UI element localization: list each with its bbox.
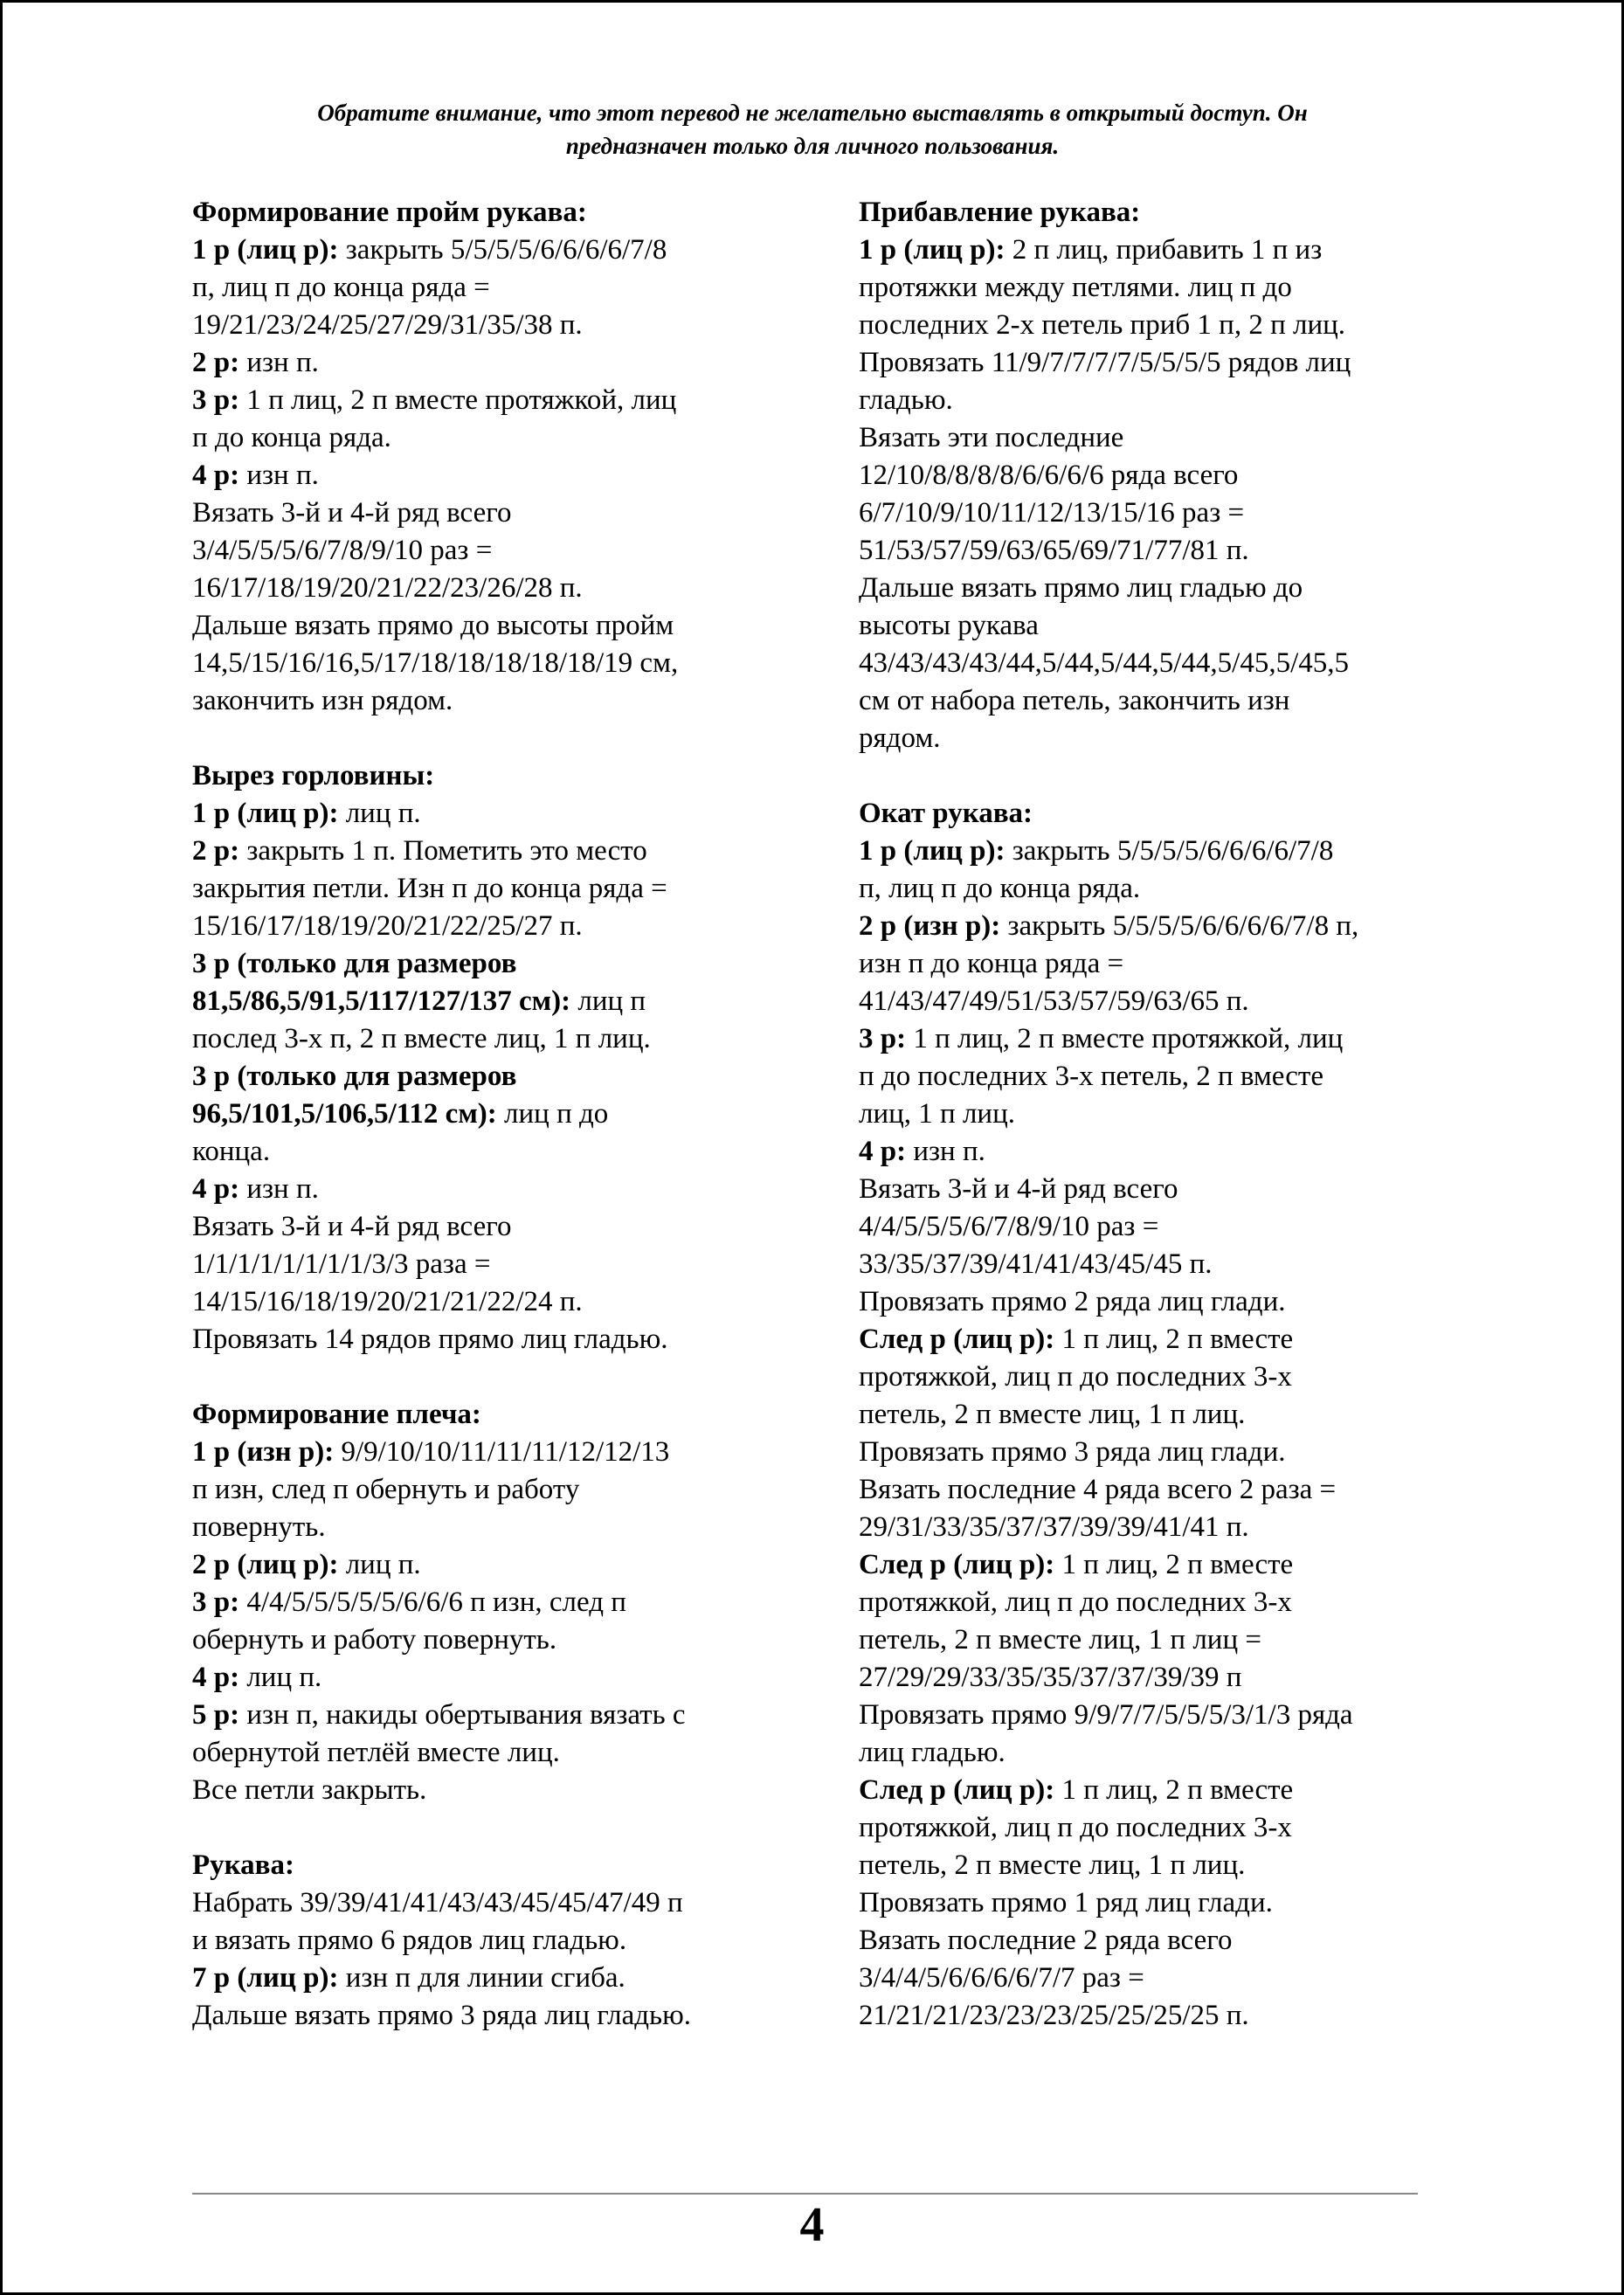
section-heading: Вырез горловины: [192, 760, 435, 791]
instruction-line [859, 1283, 1435, 1321]
instruction-line [192, 232, 769, 269]
row-text: Вязать 3-й и 4-й ряд всего [859, 1173, 1178, 1205]
instruction-line [192, 532, 769, 570]
instruction-line [859, 269, 1435, 307]
instruction-line [192, 269, 769, 307]
instruction-line [192, 607, 769, 645]
row-text: 9/9/10/10/11/11/11/12/12/13 [334, 1436, 670, 1468]
instruction-line [859, 833, 1435, 870]
row-text: повернуть. [192, 1511, 326, 1543]
row-text: конца. [192, 1136, 271, 1167]
instruction-line [859, 1434, 1435, 1471]
instruction-line [859, 494, 1435, 532]
instruction-line [859, 1809, 1435, 1847]
row-text: 41/43/47/49/51/53/57/59/63/65 п. [859, 985, 1249, 1017]
row-text: 33/35/37/39/41/41/43/45/45 п. [859, 1248, 1213, 1280]
instruction-line [859, 1471, 1435, 1509]
section-heading: Рукава: [192, 1849, 294, 1881]
row-text: 27/29/29/33/35/35/37/37/39/39 п [859, 1662, 1242, 1693]
instruction-line [192, 870, 769, 908]
row-text: 15/16/17/18/19/20/21/22/25/27 п. [192, 910, 583, 942]
instruction-line [192, 1434, 769, 1471]
notice-line: предназначен только для личного пользования. [565, 133, 1060, 159]
instruction-line [192, 1283, 769, 1321]
instruction-line [859, 1246, 1435, 1283]
row-text: лиц гладью. [859, 1737, 1005, 1768]
row-text: п, лиц п до конца ряда. [859, 873, 1141, 904]
instruction-line [859, 1396, 1435, 1434]
row-label: След р (лиц р): [859, 1324, 1055, 1355]
row-text: протяжкой, лиц п до последних 3-х [859, 1361, 1292, 1393]
instruction-line [192, 645, 769, 682]
instruction-line [192, 1734, 769, 1772]
instruction-line [859, 232, 1435, 269]
page-number: 4 [799, 2198, 825, 2252]
instruction-line [859, 645, 1435, 682]
instruction-line [192, 1020, 769, 1058]
row-text: Вязать 3-й и 4-й ряд всего [192, 1211, 512, 1242]
instruction-line [859, 1960, 1435, 1997]
instruction-line [192, 983, 769, 1020]
instruction-line [192, 1471, 769, 1509]
row-text: Вязать эти последние [859, 422, 1124, 453]
row-text: лиц п. [239, 1662, 322, 1693]
instruction-line [192, 457, 769, 494]
instruction-line [859, 1171, 1435, 1208]
row-text: 12/10/8/8/8/8/6/6/6/6 ряда всего [859, 460, 1239, 491]
instruction-line [859, 1509, 1435, 1546]
row-text: п до последних 3-х петель, 2 п вместе [859, 1061, 1323, 1092]
instruction-line [859, 1133, 1435, 1171]
instruction-line [192, 382, 769, 419]
instruction-line [859, 419, 1435, 457]
row-label: 3 р (только для размеров [192, 1061, 517, 1092]
row-text: и вязать прямо 6 рядов лиц гладью. [192, 1925, 627, 1956]
row-label: 4 р: [192, 1662, 240, 1693]
instruction-line [859, 344, 1435, 382]
row-text: 1 п лиц, 2 п вместе протяжкой, лиц [239, 384, 677, 416]
instruction-line [192, 1208, 769, 1246]
instruction-line [859, 1922, 1435, 1960]
row-text: 1 п лиц, 2 п вместе [1054, 1774, 1294, 1806]
instruction-line [859, 1847, 1435, 1884]
row-text: изн п. [239, 460, 319, 491]
row-text: Провязать прямо 2 ряда лиц глади. [859, 1286, 1286, 1317]
row-label: 3 р (только для размеров [192, 948, 517, 979]
copyright-notice [175, 96, 1450, 162]
row-text: петель, 2 п вместе лиц, 1 п лиц = [859, 1624, 1261, 1656]
row-label: 1 р (лиц р): [859, 234, 1005, 266]
row-label: След р (лиц р): [859, 1549, 1055, 1580]
row-text: рядом. [859, 722, 941, 754]
row-text: изн п для линии сгиба. [338, 1962, 625, 1994]
instruction-line [859, 1997, 1435, 2035]
row-text: гладью. [859, 384, 953, 416]
row-label: 81,5/86,5/91,5/117/127/137 см): [192, 985, 571, 1017]
row-text: Дальше вязать прямо до высоты пройм [192, 610, 674, 641]
instruction-line [192, 1697, 769, 1734]
instruction-line [192, 1621, 769, 1659]
row-text: 19/21/23/24/25/27/29/31/35/38 п. [192, 309, 583, 341]
row-text: обернутой петлёй вместе лиц. [192, 1737, 560, 1768]
instruction-line [859, 1697, 1435, 1734]
instruction-line [192, 1171, 769, 1208]
row-text: 43/43/43/43/44,5/44,5/44,5/44,5/45,5/45,5 [859, 647, 1350, 679]
instruction-line [192, 1058, 769, 1096]
row-text: изн п, накиды обертывания вязать с [239, 1699, 686, 1731]
instruction-line [859, 682, 1435, 720]
row-text: протяжкой, лиц п до последних 3-х [859, 1812, 1292, 1843]
row-text: п, лиц п до конца ряда = [192, 272, 490, 303]
row-text: Вязать 3-й и 4-й ряд всего [192, 497, 512, 529]
row-text: Провязать прямо 9/9/7/7/5/5/5/3/1/3 ряда [859, 1699, 1353, 1731]
row-text: 3/4/5/5/5/6/7/8/9/10 раз = [192, 535, 493, 566]
instruction-line [192, 1659, 769, 1697]
row-text: протяжки между петлями. лиц п до [859, 272, 1292, 303]
row-text: закончить изн рядом. [192, 685, 453, 716]
instruction-line [192, 795, 769, 833]
section-heading: Окат рукава: [859, 798, 1033, 829]
instruction-line [859, 1884, 1435, 1922]
instruction-line [859, 983, 1435, 1020]
row-label: След р (лиц р): [859, 1774, 1055, 1806]
left-column [192, 194, 769, 2072]
row-text: лиц п до [496, 1098, 609, 1130]
row-text: последних 2-х петель приб 1 п, 2 п лиц. [859, 309, 1346, 341]
row-label: 1 р (лиц р): [192, 798, 339, 829]
instruction-line [192, 494, 769, 532]
row-text: петель, 2 п вместе лиц, 1 п лиц. [859, 1399, 1246, 1430]
instruction-line [192, 1509, 769, 1546]
row-text: послед 3-х п, 2 п вместе лиц, 1 п лиц. [192, 1023, 651, 1054]
row-label: 4 р: [859, 1136, 907, 1167]
row-label: 3 р: [859, 1023, 907, 1054]
row-text: обернуть и работу повернуть. [192, 1624, 557, 1656]
instruction-line [192, 1584, 769, 1621]
instruction-line [192, 682, 769, 720]
row-text: см от набора петель, закончить изн [859, 685, 1290, 716]
instruction-section [859, 795, 1435, 2035]
row-text: 4/4/5/5/5/6/7/8/9/10 раз = [859, 1211, 1159, 1242]
row-text: 21/21/21/23/23/23/25/25/25/25 п. [859, 2000, 1249, 2031]
instruction-line [859, 1358, 1435, 1396]
row-text: Вязать последние 4 ряда всего 2 раза = [859, 1474, 1337, 1505]
row-text: изн п. [239, 1173, 319, 1205]
row-text: лиц п. [338, 798, 421, 829]
instruction-line [192, 1960, 769, 1997]
row-text: 1 п лиц, 2 п вместе протяжкой, лиц [906, 1023, 1344, 1054]
row-text: 1/1/1/1/1/1/1/1/3/3 раза = [192, 1248, 491, 1280]
instruction-line [859, 1734, 1435, 1772]
row-label: 96,5/101,5/106,5/112 см): [192, 1098, 497, 1130]
instruction-line [859, 1621, 1435, 1659]
instruction-line [859, 1584, 1435, 1621]
row-text: 2 п лиц, прибавить 1 п из [1005, 234, 1323, 266]
row-text: закрытия петли. Изн п до конца ряда = [192, 873, 667, 904]
row-text: п до конца ряда. [192, 422, 391, 453]
instruction-section [192, 194, 769, 720]
row-text: Все петли закрыть. [192, 1774, 427, 1806]
row-text: Вязать последние 2 ряда всего [859, 1925, 1233, 1956]
instruction-line [859, 1058, 1435, 1096]
instruction-line [859, 532, 1435, 570]
instruction-line [192, 1772, 769, 1809]
row-text: Набрать 39/39/41/41/43/43/45/45/47/49 п [192, 1887, 683, 1918]
notice-line: Обратите внимание, что этот перевод не желательно выставлять в открытый доступ. Он [317, 100, 1308, 126]
instruction-line [192, 307, 769, 344]
section-heading: Формирование плеча: [192, 1399, 481, 1430]
row-label: 3 р: [192, 384, 240, 416]
row-text: изн п. [239, 347, 319, 378]
instruction-line [192, 1246, 769, 1283]
row-text: п изн, след п обернуть и работу [192, 1474, 580, 1505]
row-text: 3/4/4/5/6/6/6/6/7/7 раз = [859, 1962, 1144, 1994]
footer-divider [192, 2193, 1418, 2195]
row-text: изн п до конца ряда = [859, 948, 1124, 979]
row-text: Провязать прямо 1 ряд лиц глади. [859, 1887, 1273, 1918]
row-text: 4/4/5/5/5/5/5/6/6/6 п изн, след п [239, 1586, 626, 1618]
instruction-line [859, 1546, 1435, 1584]
row-text: закрыть 1 п. Пометить это место [239, 835, 647, 867]
instruction-line [192, 570, 769, 607]
instruction-line [192, 1133, 769, 1171]
row-text: петель, 2 п вместе лиц, 1 п лиц. [859, 1849, 1246, 1881]
instruction-line [859, 908, 1435, 945]
row-text: протяжкой, лиц п до последних 3-х [859, 1586, 1292, 1618]
instruction-line [192, 1922, 769, 1960]
row-label: 7 р (лиц р): [192, 1962, 339, 1994]
instruction-line [859, 307, 1435, 344]
instruction-line [859, 1321, 1435, 1358]
row-label: 5 р: [192, 1699, 240, 1731]
row-text: изн п. [906, 1136, 985, 1167]
instruction-section [192, 1396, 769, 1809]
row-text: 6/7/10/9/10/11/12/13/15/16 раз = [859, 497, 1245, 529]
section-heading: Формирование пройм рукава: [192, 197, 587, 228]
row-label: 3 р: [192, 1586, 240, 1618]
row-label: 2 р: [192, 347, 240, 378]
instruction-line [859, 870, 1435, 908]
row-label: 1 р (лиц р): [859, 835, 1005, 867]
row-text: лиц п [570, 985, 646, 1017]
row-text: 51/53/57/59/63/65/69/71/77/81 п. [859, 535, 1249, 566]
row-text: лиц п. [338, 1549, 421, 1580]
instruction-section [192, 1847, 769, 2035]
row-label: 1 р (изн р): [192, 1436, 335, 1468]
row-text: 1 п лиц, 2 п вместе [1054, 1549, 1294, 1580]
row-text: Провязать 14 рядов прямо лиц гладью. [192, 1324, 668, 1355]
row-label: 1 р (лиц р): [192, 234, 339, 266]
row-text: Дальше вязать прямо 3 ряда лиц гладью. [192, 2000, 691, 2031]
right-column [859, 194, 1435, 2072]
instruction-section [192, 757, 769, 1358]
row-text: Провязать 11/9/7/7/7/7/5/5/5/5 рядов лиц [859, 347, 1351, 378]
row-text: 1 п лиц, 2 п вместе [1054, 1324, 1294, 1355]
instruction-line [859, 1659, 1435, 1697]
instruction-line [859, 1772, 1435, 1809]
instruction-line [192, 344, 769, 382]
row-text: закрыть 5/5/5/5/6/6/6/6/7/8 [1005, 835, 1334, 867]
instruction-line [192, 945, 769, 983]
row-text: высоты рукава [859, 610, 1039, 641]
row-label: 4 р: [192, 1173, 240, 1205]
row-text: закрыть 5/5/5/5/6/6/6/6/7/8 п, [1000, 910, 1359, 942]
row-label: 2 р (лиц р): [192, 1549, 339, 1580]
row-text: 16/17/18/19/20/21/22/23/26/28 п. [192, 572, 583, 604]
row-text: Дальше вязать прямо лиц гладью до [859, 572, 1303, 604]
instruction-line [192, 1997, 769, 2035]
instruction-line [192, 1096, 769, 1133]
instruction-section [859, 194, 1435, 757]
instruction-line [859, 1020, 1435, 1058]
row-text: Провязать прямо 3 ряда лиц глади. [859, 1436, 1286, 1468]
instruction-line [859, 720, 1435, 757]
row-label: 2 р (изн р): [859, 910, 1001, 942]
instruction-line [859, 570, 1435, 607]
instruction-line [859, 1208, 1435, 1246]
row-label: 4 р: [192, 460, 240, 491]
row-label: 2 р: [192, 835, 240, 867]
row-text: 14,5/15/16/16,5/17/18/18/18/18/18/19 см, [192, 647, 679, 679]
instruction-line [192, 908, 769, 945]
instruction-line [192, 419, 769, 457]
section-heading: Прибавление рукава: [859, 197, 1141, 228]
row-text: закрыть 5/5/5/5/6/6/6/6/7/8 [338, 234, 667, 266]
instruction-line [192, 1546, 769, 1584]
row-text: 29/31/33/35/37/37/39/39/41/41 п. [859, 1511, 1249, 1543]
instruction-line [859, 1096, 1435, 1133]
instruction-line [859, 945, 1435, 983]
row-text: 14/15/16/18/19/20/21/21/22/24 п. [192, 1286, 583, 1317]
instruction-line [859, 457, 1435, 494]
row-text: лиц, 1 п лиц. [859, 1098, 1015, 1130]
instruction-line [192, 1884, 769, 1922]
instruction-line [859, 382, 1435, 419]
instruction-line [192, 833, 769, 870]
instruction-line [192, 1321, 769, 1358]
instruction-line [859, 607, 1435, 645]
